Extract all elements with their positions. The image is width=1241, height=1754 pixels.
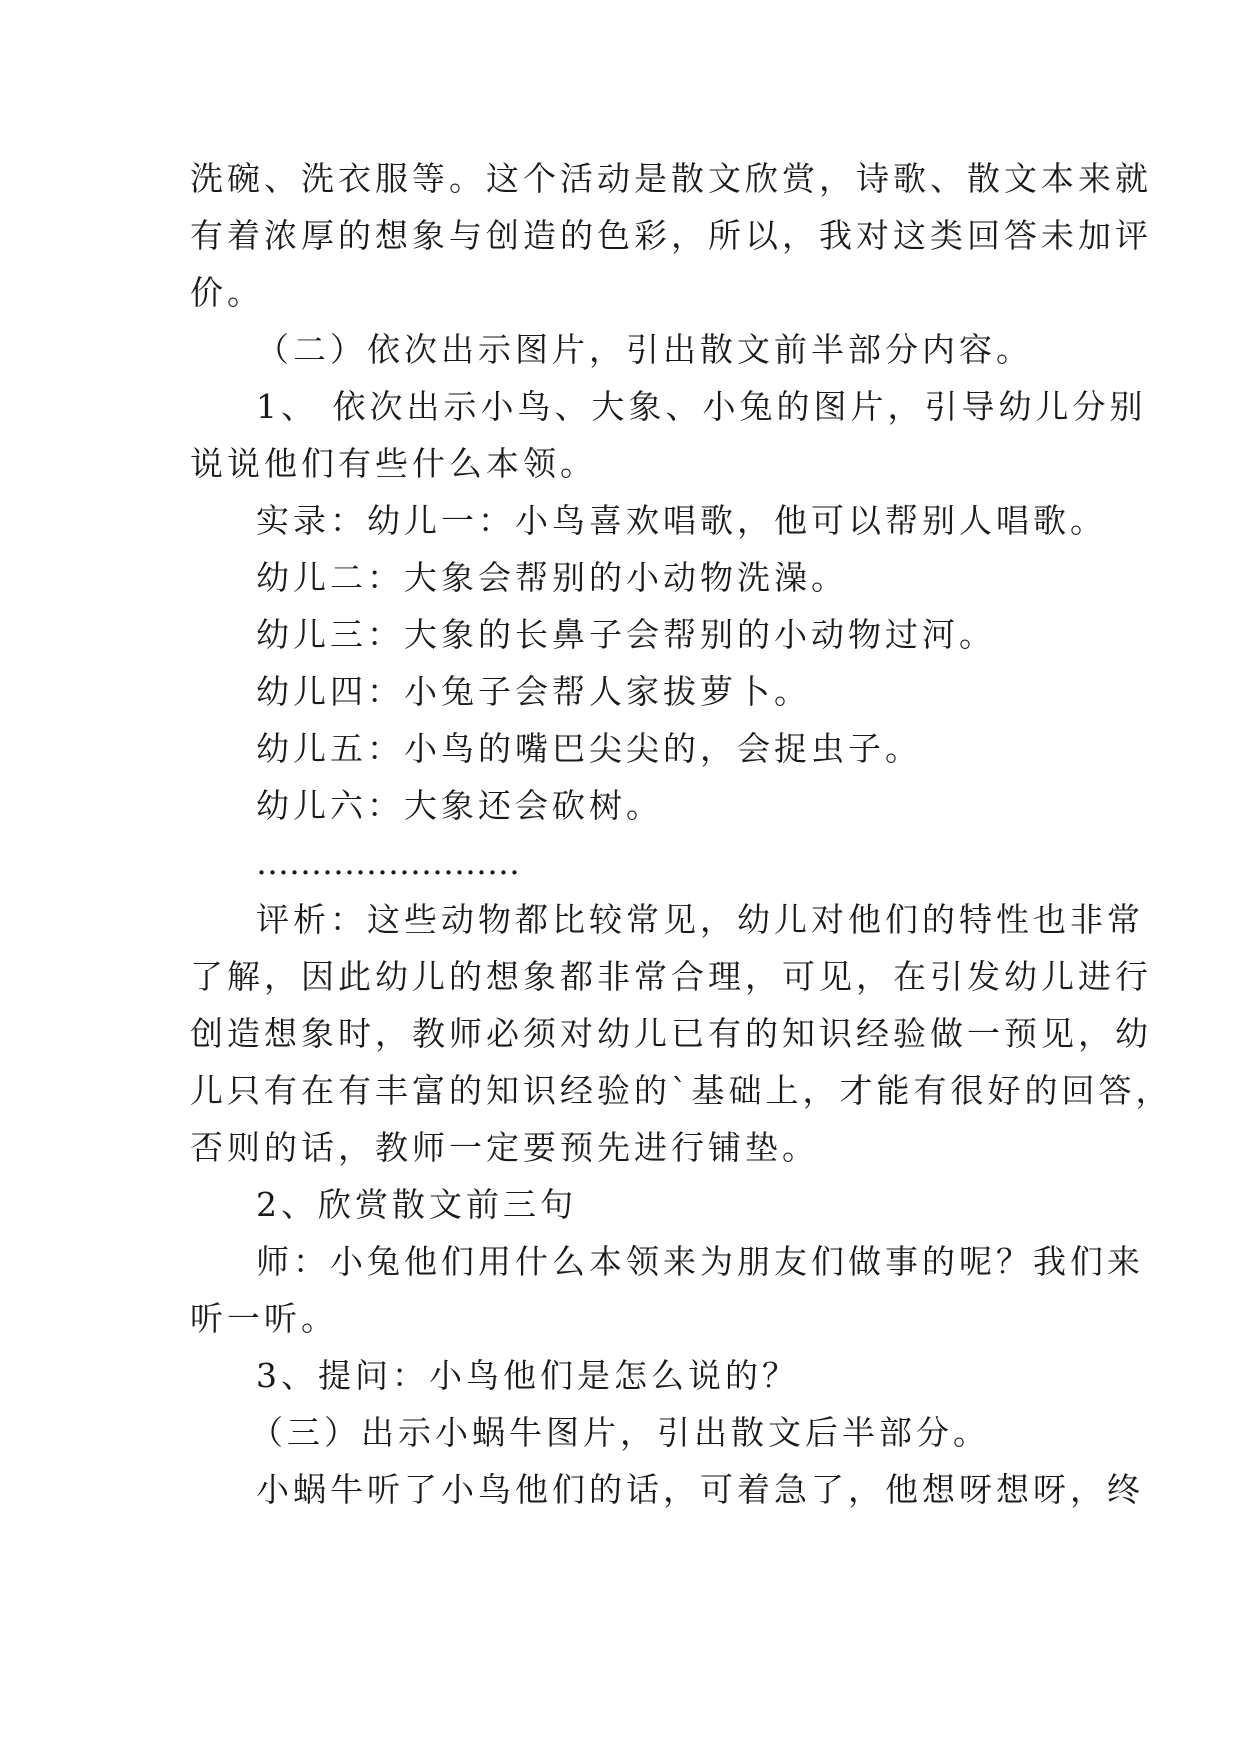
text-line: 有着浓厚的想象与创造的色彩，所以，我对这类回答未加评 [190, 216, 1152, 255]
text-line: 3、提问：小鸟他们是怎么说的？ [256, 1356, 799, 1395]
text-line: 洗碗、洗衣服等。这个活动是散文欣赏，诗歌、散文本来就 [190, 159, 1152, 198]
text-line: 师：小兔他们用什么本领来为朋友们做事的呢？我们来 [256, 1242, 1144, 1281]
text-line: 价。 [190, 273, 264, 312]
text-line: 幼儿六：大象还会砍树。 [256, 786, 663, 825]
text-line: 评析：这些动物都比较常见，幼儿对他们的特性也非常 [256, 900, 1144, 939]
text-line: 听一听。 [190, 1299, 338, 1338]
text-line: 了解，因此幼儿的想象都非常合理，可见，在引发幼儿进行 [190, 957, 1152, 996]
text-line: 创造想象时，教师必须对幼儿已有的知识经验做一预见，幼 [190, 1014, 1152, 1053]
text-line: 实录：幼儿一：小鸟喜欢唱歌，他可以帮别人唱歌。 [256, 501, 1107, 540]
text-line: 2、欣赏散文前三句 [256, 1185, 577, 1224]
section-heading: （二）依次出示图片，引出散文前半部分内容。 [256, 330, 1033, 369]
text-line: 幼儿三：大象的长鼻子会帮别的小动物过河。 [256, 615, 996, 654]
text-line: 幼儿五：小鸟的嘴巴尖尖的，会捉虫子。 [256, 729, 922, 768]
text-line: 幼儿四：小兔子会帮人家拔萝卜。 [256, 672, 811, 711]
text-line: 儿只有在有丰富的知识经验的`基础上，才能有很好的回答， [190, 1071, 1173, 1110]
document-page [190, 150, 1173, 1518]
text-line: 1、 依次出示小鸟、大象、小兔的图片，引导幼儿分别 [256, 387, 1147, 426]
text-line: 幼儿二：大象会帮别的小动物洗澡。 [256, 558, 848, 597]
text-line: 小蜗牛听了小鸟他们的话，可着急了，他想呀想呀，终 [256, 1470, 1144, 1509]
text-line: 说说他们有些什么本领。 [190, 444, 597, 483]
ellipsis-line: …………………… [256, 843, 520, 882]
section-heading: （三）出示小蜗牛图片，引出散文后半部分。 [250, 1413, 990, 1452]
text-line: 否则的话，教师一定要预先进行铺垫。 [190, 1128, 819, 1167]
